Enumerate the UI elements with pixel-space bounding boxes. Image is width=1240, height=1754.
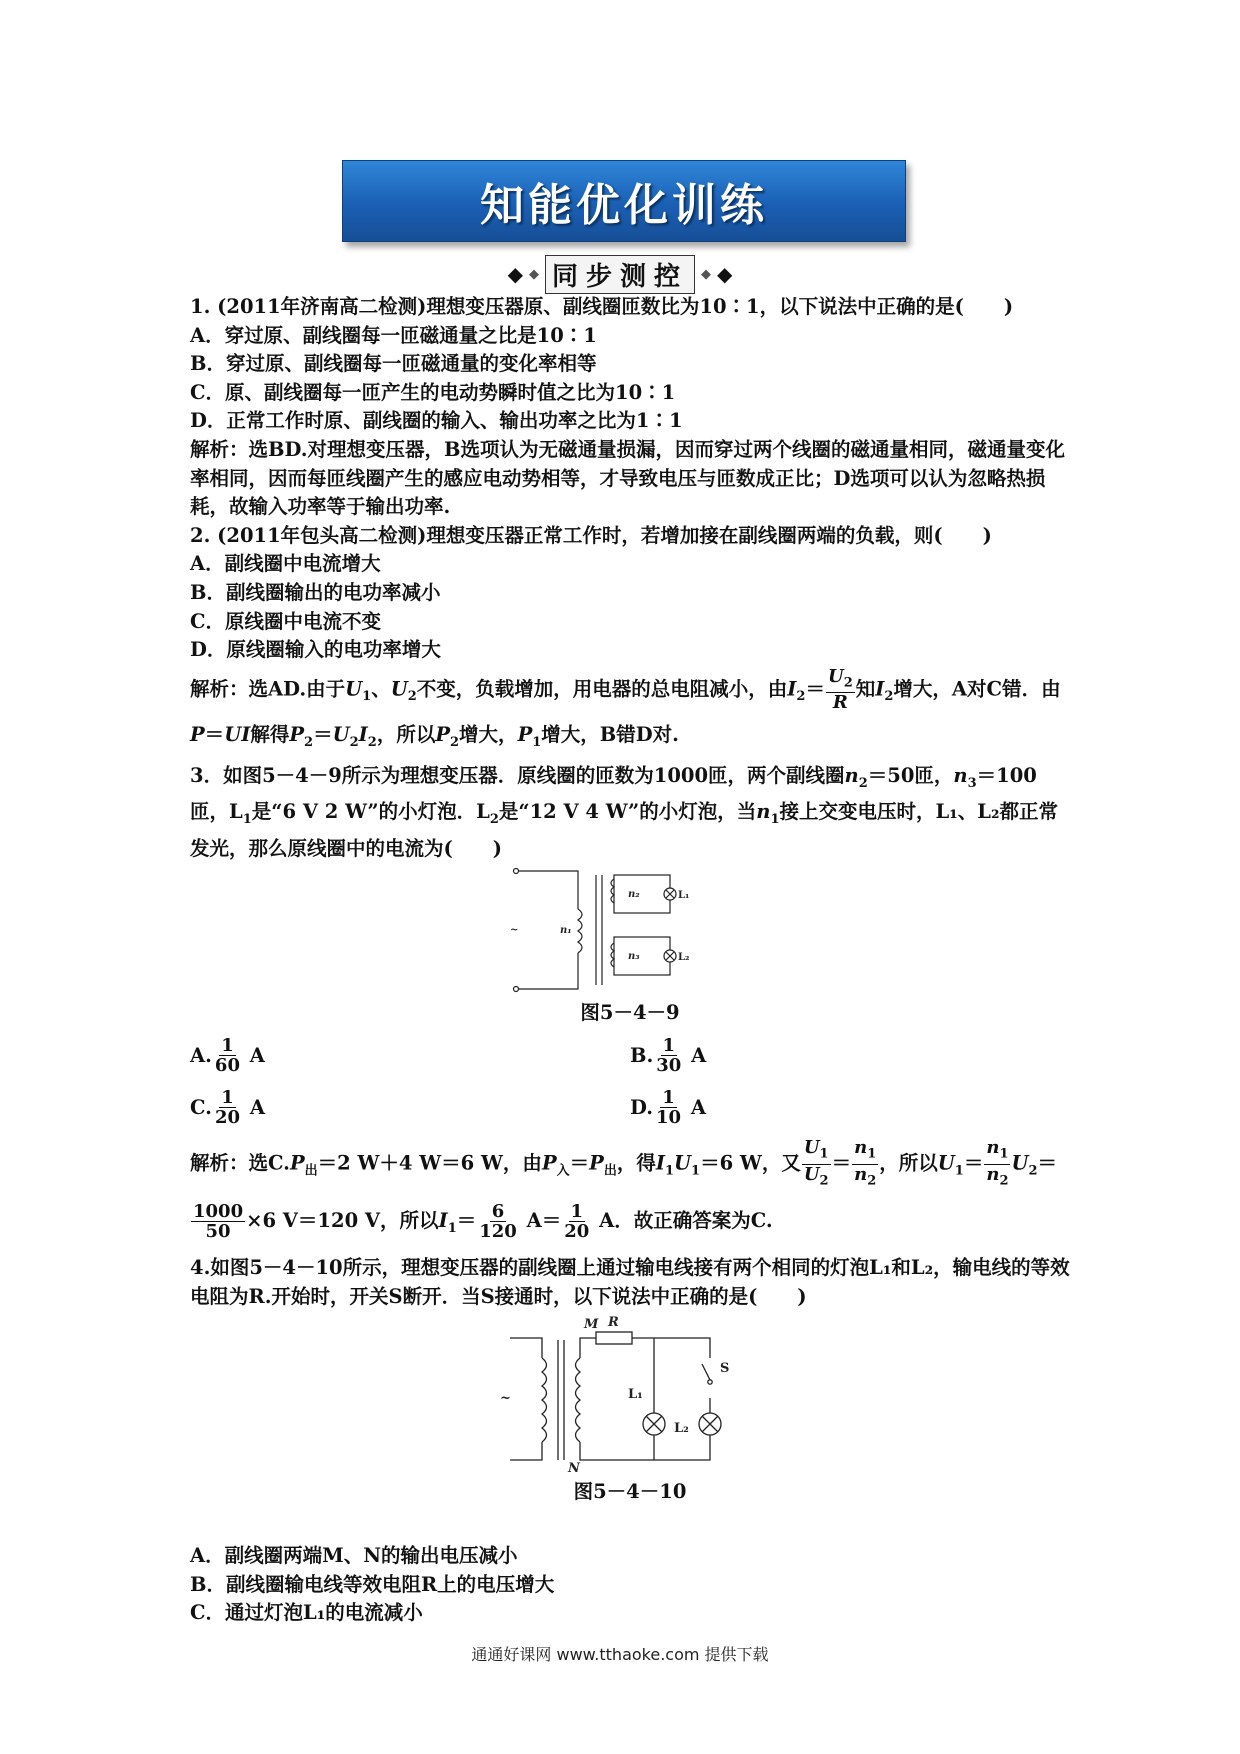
diamond-icon: ◆ bbox=[507, 262, 523, 286]
svg-text:~: ~ bbox=[500, 1390, 511, 1406]
q3-analysis: 解析：选$C.P_出=2$ W＋4 W＝6 W，由$P_入=P_出$，得$I_1U_1=6$ W，又 $\frac{U_1}{U_2}$ ＝ $\frac{n_1}{n_2}$ ，所以$U_1=$ $\frac{n_1}{n_2}$ $U_2=$ $\frac{1000}{50}$ ×6 V＝120 V，所以$I_1=$ $\frac{6}{120}$ A＝ $\frac{1}{20}$ A．故正确答案为C. bbox=[190, 1136, 1058, 1243]
q1-stem: 1. (2011年济南高二检测)理想变压器原、副线圈匝数比为10∶1，以下说法中正确的是( ) bbox=[190, 295, 1014, 318]
q3-option-c: C. $\frac{1}{20}$ A bbox=[190, 1087, 265, 1129]
svg-text:n₁: n₁ bbox=[560, 925, 572, 937]
q4-option-c: C．通过灯泡L₁的电流减小 bbox=[190, 1601, 423, 1625]
svg-text:M: M bbox=[584, 1316, 599, 1332]
q1-analysis: 解析：选BD.对理想变压器，B选项认为无磁通量损漏，因而穿过两个线圈的磁通量相同，磁通量变化率相同，因而每匝线圈产生的感应电动势相等，才导致电压与匝数成正比；D选项可以认为忽略热损耗，故输入功率等于输出功率. bbox=[190, 437, 1065, 519]
q3-option-b: B. $\frac{1}{30}$ A bbox=[630, 1035, 707, 1077]
figure-5-4-9 bbox=[190, 865, 1070, 1028]
q1-option-c: C．原、副线圈每一匝产生的电动势瞬时值之比为10∶1 bbox=[190, 380, 676, 404]
section-title: 同步测控 bbox=[545, 255, 695, 294]
q3-option-d: D. $\frac{1}{10}$ A bbox=[630, 1087, 707, 1129]
transformer-diagram bbox=[510, 865, 750, 995]
q2-option-d: D．原线圈输入的电功率增大 bbox=[190, 638, 441, 662]
svg-text:R: R bbox=[608, 1314, 619, 1330]
q4-stem: 4.如图5－4－10所示，理想变压器的副线圈上通过输电线接有两个相同的灯泡L₁和L₂，输电线的等效电阻为R.开始时，开关S断开．当S接通时，以下说法中正确的是( ) bbox=[190, 1256, 1070, 1308]
q2-analysis: 解析：选AD.由于$U_1$、$U_2$不变，负载增加，用电器的总电阻减小，由$I_2=$ $\frac{U_2}{R}$ 知$I_2$增大，A对C错．由P＝UI解得$P_2=U_2I_2$，所以$P_2$增大，$P_1$增大，B错D对. bbox=[190, 665, 1061, 750]
svg-text:n₃: n₃ bbox=[628, 951, 640, 963]
q3-options-row-2 bbox=[190, 1082, 1070, 1134]
diamond-small-icon: ◆ bbox=[528, 266, 539, 282]
circuit-diagram bbox=[500, 1314, 760, 1474]
q4-option-a: A．副线圈两端M、N的输出电压减小 bbox=[190, 1544, 518, 1568]
q2-option-c: C．原线圈中电流不变 bbox=[190, 609, 382, 633]
svg-text:~: ~ bbox=[510, 925, 519, 937]
q1-option-b: B．穿过原、副线圈每一匝磁通量的变化率相等 bbox=[190, 352, 597, 376]
exercise-content bbox=[190, 293, 1070, 1628]
diamond-icon: ◆ bbox=[717, 262, 733, 286]
svg-text:L₂: L₂ bbox=[674, 1420, 689, 1436]
svg-text:N: N bbox=[568, 1460, 580, 1474]
q2-option-b: B．副线圈输出的电功率减小 bbox=[190, 580, 441, 604]
svg-text:L₂: L₂ bbox=[678, 952, 690, 964]
q1-option-d: D．正常工作时原、副线圈的输入、输出功率之比为1∶1 bbox=[190, 409, 683, 433]
svg-text:L₁: L₁ bbox=[678, 890, 690, 902]
q2-option-a: A．副线圈中电流增大 bbox=[190, 552, 381, 576]
footer: 通通好课网 www.tthaoke.com 提供下载 bbox=[471, 1645, 769, 1664]
banner-title: 知能优化训练 bbox=[480, 180, 768, 231]
banner bbox=[342, 160, 906, 242]
svg-text:L₁: L₁ bbox=[628, 1386, 643, 1402]
diamond-small-icon: ◆ bbox=[701, 266, 711, 282]
q4-option-b: B．副线圈输电线等效电阻R上的电压增大 bbox=[190, 1572, 555, 1596]
q2-stem: 2. (2011年包头高二检测)理想变压器正常工作时，若增加接在副线圈两端的负载，则( ) bbox=[190, 523, 992, 547]
svg-text:S: S bbox=[720, 1360, 730, 1376]
q3-options-row-1 bbox=[190, 1030, 1070, 1082]
figure-5-4-10 bbox=[190, 1314, 1070, 1507]
section-header bbox=[445, 256, 795, 292]
q1-option-a: A．穿过原、副线圈每一匝磁通量之比是10∶1 bbox=[190, 323, 597, 347]
q3-option-a: A. $\frac{1}{60}$ A bbox=[190, 1035, 265, 1077]
figure-caption: 图5－4－10 bbox=[573, 1479, 687, 1503]
q3-stem: 3．如图5－4－9所示为理想变压器．原线圈的匝数为1000匝，两个副线圈$n_2=50$匝，$n_3=100$匝，$L_1$是“6 V 2 W”的小灯泡．$L_2$是“12 V 4 W”的小灯泡，当$n_1$接上交变电压时，L₁、L₂都正常发光，那么原线圈中的电流为( ) bbox=[190, 763, 1059, 860]
svg-text:n₂: n₂ bbox=[628, 889, 640, 901]
figure-caption: 图5－4－9 bbox=[580, 1001, 680, 1025]
